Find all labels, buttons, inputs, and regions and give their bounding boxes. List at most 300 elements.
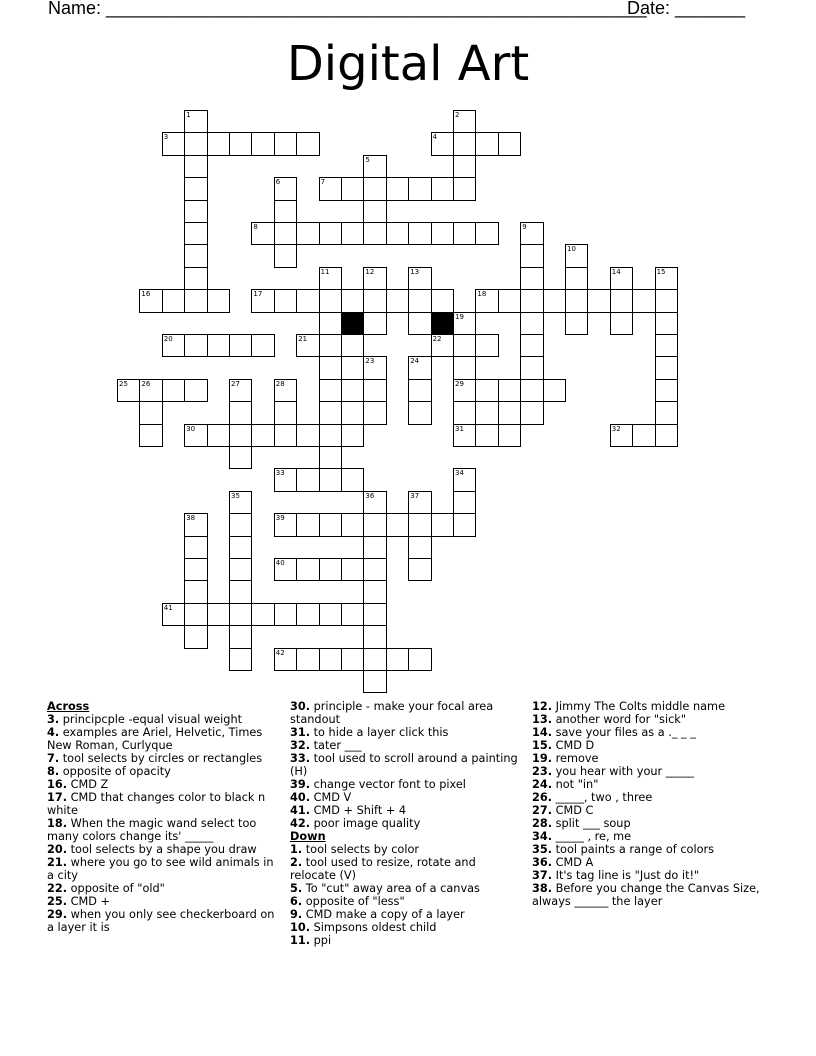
grid-cell[interactable]	[587, 289, 610, 312]
clue-item	[47, 882, 279, 895]
grid-cell[interactable]	[453, 356, 476, 379]
clue-item	[47, 817, 279, 843]
grid-cell[interactable]	[319, 356, 342, 379]
clue-text: Simpsons oldest child	[313, 921, 437, 934]
grid-cell[interactable]	[184, 580, 207, 603]
grid-cell[interactable]	[319, 177, 342, 200]
grid-cell[interactable]	[520, 401, 543, 424]
grid-cell[interactable]	[431, 132, 454, 155]
grid-cell[interactable]	[565, 267, 588, 290]
clue-number: 12	[365, 267, 375, 276]
name-field[interactable]: Name: ______________________________________________________	[48, 0, 647, 18]
grid-cell[interactable]	[319, 289, 342, 312]
grid-cell[interactable]	[363, 625, 386, 648]
grid-cell[interactable]	[453, 401, 476, 424]
grid-cell[interactable]	[453, 424, 476, 447]
grid-cell[interactable]	[274, 558, 297, 581]
clue-number: 30	[186, 424, 196, 433]
grid-cell[interactable]	[319, 513, 342, 536]
grid-cell[interactable]	[274, 401, 297, 424]
grid-cell[interactable]	[341, 222, 364, 245]
grid-cell[interactable]	[319, 424, 342, 447]
down-heading: Down	[290, 830, 326, 843]
grid-cell[interactable]	[296, 222, 319, 245]
clue-text: opposite of "less"	[305, 895, 405, 908]
grid-cell[interactable]	[184, 424, 207, 447]
clue-text: When the magic wand select too many colors change its' _____	[47, 817, 257, 843]
grid-cell[interactable]	[229, 513, 252, 536]
clue-item	[290, 752, 522, 778]
grid-cell[interactable]	[274, 648, 297, 671]
grid-cell[interactable]	[162, 603, 185, 626]
clue-item	[532, 817, 772, 830]
grid-cell[interactable]	[453, 334, 476, 357]
grid-cell[interactable]	[296, 334, 319, 357]
clue-number: 34	[455, 469, 464, 478]
grid-cell[interactable]	[520, 244, 543, 267]
clue-number: 1	[186, 111, 191, 119]
clue-number: 23.	[532, 765, 553, 778]
grid-cell[interactable]	[453, 379, 476, 402]
grid-cell[interactable]	[251, 289, 274, 312]
clue-item	[47, 726, 279, 752]
grid-cell[interactable]	[453, 513, 476, 536]
clue-item	[290, 856, 522, 882]
clue-number: 37	[410, 491, 420, 500]
clue-number: 39	[275, 514, 285, 523]
grid-cell[interactable]	[296, 424, 319, 447]
grid-cell[interactable]	[453, 110, 476, 133]
grid-cell[interactable]	[520, 289, 543, 312]
clue-number: 8	[253, 223, 258, 231]
grid-cell[interactable]	[274, 379, 297, 402]
grid-cell[interactable]	[386, 177, 409, 200]
clue-number: 28	[275, 379, 285, 388]
grid-cell[interactable]	[498, 379, 521, 402]
clue-number: 35	[231, 491, 240, 500]
clue-text: to hide a layer click this	[313, 726, 449, 739]
clue-number: 21.	[47, 856, 68, 869]
grid-cell[interactable]	[341, 648, 364, 671]
grid-cell[interactable]	[251, 424, 274, 447]
grid-cell[interactable]	[431, 222, 454, 245]
grid-cell[interactable]	[341, 513, 364, 536]
clue-number: 28.	[532, 817, 553, 830]
clue-text: CMD +	[70, 895, 110, 908]
grid-cell[interactable]	[274, 513, 297, 536]
grid-cell[interactable]	[274, 424, 297, 447]
clue-text: tool paints a range of colors	[555, 843, 715, 856]
grid-cell[interactable]	[363, 379, 386, 402]
grid-cell[interactable]	[632, 424, 655, 447]
grid-cell[interactable]	[655, 289, 678, 312]
clue-text: ppi	[313, 934, 332, 947]
grid-cell[interactable]	[251, 222, 274, 245]
grid-cell[interactable]	[565, 312, 588, 335]
grid-cell[interactable]	[184, 155, 207, 178]
grid-cell[interactable]	[610, 424, 633, 447]
clue-number: 33	[275, 469, 285, 478]
grid-cell[interactable]	[184, 132, 207, 155]
grid-cell[interactable]	[610, 312, 633, 335]
clue-text: To "cut" away area of a canvas	[305, 882, 480, 895]
grid-cell[interactable]	[655, 312, 678, 335]
grid-cell[interactable]	[408, 379, 431, 402]
grid-cell[interactable]	[274, 200, 297, 223]
clue-number: 27	[231, 379, 240, 388]
grid-cell[interactable]	[274, 177, 297, 200]
clue-number: 10	[567, 245, 576, 254]
grid-cell[interactable]	[296, 289, 319, 312]
clue-item	[532, 882, 772, 908]
grid-cell[interactable]	[363, 356, 386, 379]
clue-text: _____, two , three	[555, 791, 653, 804]
grid-cell[interactable]	[274, 222, 297, 245]
grid-cell[interactable]	[498, 132, 521, 155]
grid-cell[interactable]	[453, 177, 476, 200]
grid-cell[interactable]	[632, 289, 655, 312]
clue-number: 15.	[532, 739, 553, 752]
grid-cell[interactable]	[475, 379, 498, 402]
grid-cell[interactable]	[565, 289, 588, 312]
grid-cell[interactable]	[229, 603, 252, 626]
clue-number: 38.	[532, 882, 553, 895]
grid-cell[interactable]	[341, 603, 364, 626]
grid-cell[interactable]	[655, 379, 678, 402]
grid-cell[interactable]	[184, 558, 207, 581]
clue-number: 2	[455, 111, 460, 119]
grid-cell[interactable]	[184, 603, 207, 626]
grid-cell[interactable]	[520, 334, 543, 357]
clue-number: 7.	[47, 752, 60, 765]
grid-cell[interactable]	[363, 177, 386, 200]
grid-cell[interactable]	[139, 289, 162, 312]
clue-text: another word for "sick"	[555, 713, 687, 726]
grid-cell[interactable]	[319, 267, 342, 290]
clue-number: 36	[365, 491, 375, 500]
clue-number: 41	[163, 603, 173, 612]
clues-column-1	[47, 700, 279, 934]
grid-cell[interactable]	[453, 491, 476, 514]
grid-cell[interactable]	[363, 648, 386, 671]
grid-cell[interactable]	[655, 356, 678, 379]
grid-cell[interactable]	[162, 379, 185, 402]
grid-cell[interactable]	[475, 132, 498, 155]
grid-cell[interactable]	[453, 468, 476, 491]
grid-cell[interactable]	[341, 401, 364, 424]
grid-cell[interactable]	[408, 401, 431, 424]
grid-cell[interactable]	[296, 603, 319, 626]
grid-cell[interactable]	[319, 558, 342, 581]
clue-text: tool used to resize, rotate and relocate (V)	[290, 856, 476, 882]
grid-cell[interactable]	[475, 401, 498, 424]
grid-cell[interactable]	[184, 289, 207, 312]
clue-item	[290, 882, 522, 895]
grid-cell[interactable]	[431, 289, 454, 312]
grid-cell[interactable]	[363, 513, 386, 536]
clue-number: 31	[455, 424, 464, 433]
clue-number: 26	[141, 379, 151, 388]
grid-cell[interactable]	[475, 289, 498, 312]
grid-cell[interactable]	[363, 580, 386, 603]
grid-cell[interactable]	[162, 289, 185, 312]
grid-cell[interactable]	[408, 267, 431, 290]
grid-cell[interactable]	[229, 648, 252, 671]
grid-cell[interactable]	[319, 379, 342, 402]
grid-cell[interactable]	[431, 513, 454, 536]
grid-cell[interactable]	[251, 132, 274, 155]
clue-number: 5.	[290, 882, 303, 895]
grid-cell[interactable]	[207, 289, 230, 312]
grid-cell[interactable]	[408, 513, 431, 536]
grid-cell[interactable]	[229, 401, 252, 424]
grid-cell[interactable]	[341, 356, 364, 379]
grid-cell[interactable]	[341, 558, 364, 581]
clue-text: examples are Ariel, Helvetic, Times New Roman, Curlyque	[47, 726, 263, 752]
clue-text: remove	[555, 752, 599, 765]
grid-cell[interactable]	[363, 670, 386, 693]
grid-cell[interactable]	[139, 379, 162, 402]
grid-cell[interactable]	[520, 356, 543, 379]
clue-text: CMD A	[555, 856, 594, 869]
grid-cell[interactable]	[475, 424, 498, 447]
grid-cell[interactable]	[296, 132, 319, 155]
clue-number: 14.	[532, 726, 553, 739]
grid-cell[interactable]	[229, 334, 252, 357]
grid-cell[interactable]	[408, 312, 431, 335]
grid-cell[interactable]	[363, 155, 386, 178]
grid-cell[interactable]	[453, 132, 476, 155]
grid-cell[interactable]	[655, 267, 678, 290]
clue-number: 12.	[532, 700, 553, 713]
grid-cell[interactable]	[296, 648, 319, 671]
clue-number: 19	[455, 312, 464, 321]
grid-cell[interactable]	[408, 222, 431, 245]
grid-cell[interactable]	[386, 222, 409, 245]
grid-cell[interactable]	[408, 177, 431, 200]
grid-cell[interactable]	[341, 468, 364, 491]
across-heading: Across	[47, 700, 90, 713]
grid-cell[interactable]	[655, 334, 678, 357]
grid-cell[interactable]	[296, 468, 319, 491]
clue-number: 10.	[290, 921, 311, 934]
grid-cell[interactable]	[229, 424, 252, 447]
grid-cell[interactable]	[408, 491, 431, 514]
clue-number: 34.	[532, 830, 553, 843]
grid-cell[interactable]	[274, 468, 297, 491]
clue-text: tater ___	[313, 739, 362, 752]
black-cell	[431, 312, 454, 335]
clue-number: 18	[477, 290, 487, 299]
grid-cell[interactable]	[162, 334, 185, 357]
clue-number: 20	[163, 335, 173, 343]
grid-cell[interactable]	[453, 312, 476, 335]
grid-cell[interactable]	[162, 132, 185, 155]
grid-cell[interactable]	[453, 155, 476, 178]
date-field[interactable]: Date: _______	[627, 0, 746, 18]
grid-cell[interactable]	[229, 446, 252, 469]
grid-cell[interactable]	[229, 536, 252, 559]
grid-cell[interactable]	[229, 491, 252, 514]
grid-cell[interactable]	[453, 222, 476, 245]
grid-cell[interactable]	[341, 177, 364, 200]
grid-cell[interactable]	[363, 200, 386, 223]
grid-cell[interactable]	[207, 132, 230, 155]
clue-number: 16	[141, 290, 151, 299]
grid-cell[interactable]	[363, 267, 386, 290]
grid-cell[interactable]	[498, 401, 521, 424]
grid-cell[interactable]	[610, 267, 633, 290]
grid-cell[interactable]	[139, 401, 162, 424]
clue-item	[47, 778, 279, 791]
grid-cell[interactable]	[655, 401, 678, 424]
grid-cell[interactable]	[184, 625, 207, 648]
grid-cell[interactable]	[184, 200, 207, 223]
clue-number: 23	[365, 357, 375, 366]
grid-cell[interactable]	[363, 401, 386, 424]
grid-cell[interactable]	[184, 536, 207, 559]
grid-cell[interactable]	[229, 379, 252, 402]
clue-number: 3.	[47, 713, 60, 726]
grid-cell[interactable]	[184, 110, 207, 133]
grid-cell[interactable]	[274, 244, 297, 267]
grid-cell[interactable]	[184, 222, 207, 245]
grid-cell[interactable]	[341, 334, 364, 357]
grid-cell[interactable]	[184, 244, 207, 267]
grid-cell[interactable]	[520, 267, 543, 290]
grid-cell[interactable]	[207, 603, 230, 626]
clue-number: 16.	[47, 778, 68, 791]
clue-text: tool selects by circles or rectangles	[62, 752, 263, 765]
grid-cell[interactable]	[251, 334, 274, 357]
grid-cell[interactable]	[408, 289, 431, 312]
clue-item	[290, 921, 522, 934]
grid-cell[interactable]	[229, 580, 252, 603]
grid-cell[interactable]	[319, 603, 342, 626]
grid-cell[interactable]	[274, 603, 297, 626]
grid-cell[interactable]	[386, 289, 409, 312]
grid-cell[interactable]	[251, 603, 274, 626]
grid-cell[interactable]	[408, 356, 431, 379]
grid-cell[interactable]	[229, 558, 252, 581]
grid-cell[interactable]	[363, 491, 386, 514]
clue-item	[290, 804, 522, 817]
clue-number: 32	[611, 424, 621, 433]
clue-item	[532, 713, 772, 726]
grid-cell[interactable]	[274, 289, 297, 312]
grid-cell[interactable]	[363, 536, 386, 559]
grid-cell[interactable]	[475, 222, 498, 245]
grid-cell[interactable]	[408, 536, 431, 559]
grid-cell[interactable]	[520, 222, 543, 245]
grid-cell[interactable]	[431, 334, 454, 357]
grid-cell[interactable]	[207, 424, 230, 447]
grid-cell[interactable]	[475, 334, 498, 357]
grid-cell[interactable]	[229, 132, 252, 155]
clue-number: 11	[320, 267, 330, 276]
grid-cell[interactable]	[543, 379, 566, 402]
grid-cell[interactable]	[363, 222, 386, 245]
grid-cell[interactable]	[319, 468, 342, 491]
clue-number: 6	[275, 178, 281, 187]
clue-item	[290, 908, 522, 921]
grid-cell[interactable]	[296, 513, 319, 536]
grid-cell[interactable]	[319, 334, 342, 357]
grid-cell[interactable]	[139, 424, 162, 447]
grid-cell[interactable]	[363, 312, 386, 335]
clue-number: 24.	[532, 778, 553, 791]
grid-cell[interactable]	[543, 289, 566, 312]
grid-cell[interactable]	[498, 289, 521, 312]
grid-cell[interactable]	[296, 558, 319, 581]
clue-text: tool used to scroll around a painting (H)	[290, 752, 518, 778]
clue-number: 38	[186, 514, 196, 523]
clue-item	[47, 713, 279, 726]
grid-cell[interactable]	[498, 424, 521, 447]
clue-number: 40	[275, 559, 285, 567]
grid-cell[interactable]	[207, 334, 230, 357]
grid-cell[interactable]	[431, 177, 454, 200]
grid-cell[interactable]	[184, 379, 207, 402]
clue-number: 30.	[290, 700, 311, 713]
grid-cell[interactable]	[274, 132, 297, 155]
grid-cell[interactable]	[655, 424, 678, 447]
grid-cell[interactable]	[184, 267, 207, 290]
grid-cell[interactable]	[386, 513, 409, 536]
grid-cell[interactable]	[363, 289, 386, 312]
clue-number: 39.	[290, 778, 311, 791]
grid-cell[interactable]	[117, 379, 140, 402]
grid-cell[interactable]	[184, 334, 207, 357]
clue-number: 17.	[47, 791, 68, 804]
clue-item	[532, 726, 772, 739]
clue-number: 3	[163, 133, 169, 142]
grid-cell[interactable]	[319, 648, 342, 671]
grid-cell[interactable]	[184, 513, 207, 536]
clue-item	[532, 869, 772, 882]
clue-item	[290, 817, 522, 830]
clue-item	[47, 843, 279, 856]
clue-item	[47, 765, 279, 778]
clue-text: when you only see checkerboard on a layer it is	[47, 908, 275, 934]
grid-cell[interactable]	[319, 312, 342, 335]
clue-text: where you go to see wild animals in a city	[47, 856, 274, 882]
grid-cell[interactable]	[520, 379, 543, 402]
clue-number: 18.	[47, 817, 68, 830]
grid-cell[interactable]	[319, 401, 342, 424]
grid-cell[interactable]	[565, 244, 588, 267]
grid-cell[interactable]	[363, 558, 386, 581]
grid-cell[interactable]	[229, 625, 252, 648]
grid-cell[interactable]	[319, 446, 342, 469]
clue-text: opposite of opacity	[62, 765, 171, 778]
clue-number: 27.	[532, 804, 553, 817]
grid-cell[interactable]	[319, 222, 342, 245]
grid-cell[interactable]	[341, 289, 364, 312]
grid-cell[interactable]	[363, 603, 386, 626]
grid-cell[interactable]	[520, 312, 543, 335]
clue-item	[290, 934, 522, 947]
grid-cell[interactable]	[386, 648, 409, 671]
grid-cell[interactable]	[610, 289, 633, 312]
grid-cell[interactable]	[184, 177, 207, 200]
clue-text: poor image quality	[313, 817, 421, 830]
grid-cell[interactable]	[408, 558, 431, 581]
clues-column-2	[290, 700, 522, 947]
grid-cell[interactable]	[341, 424, 364, 447]
grid-cell[interactable]	[408, 648, 431, 671]
grid-cell[interactable]	[341, 379, 364, 402]
